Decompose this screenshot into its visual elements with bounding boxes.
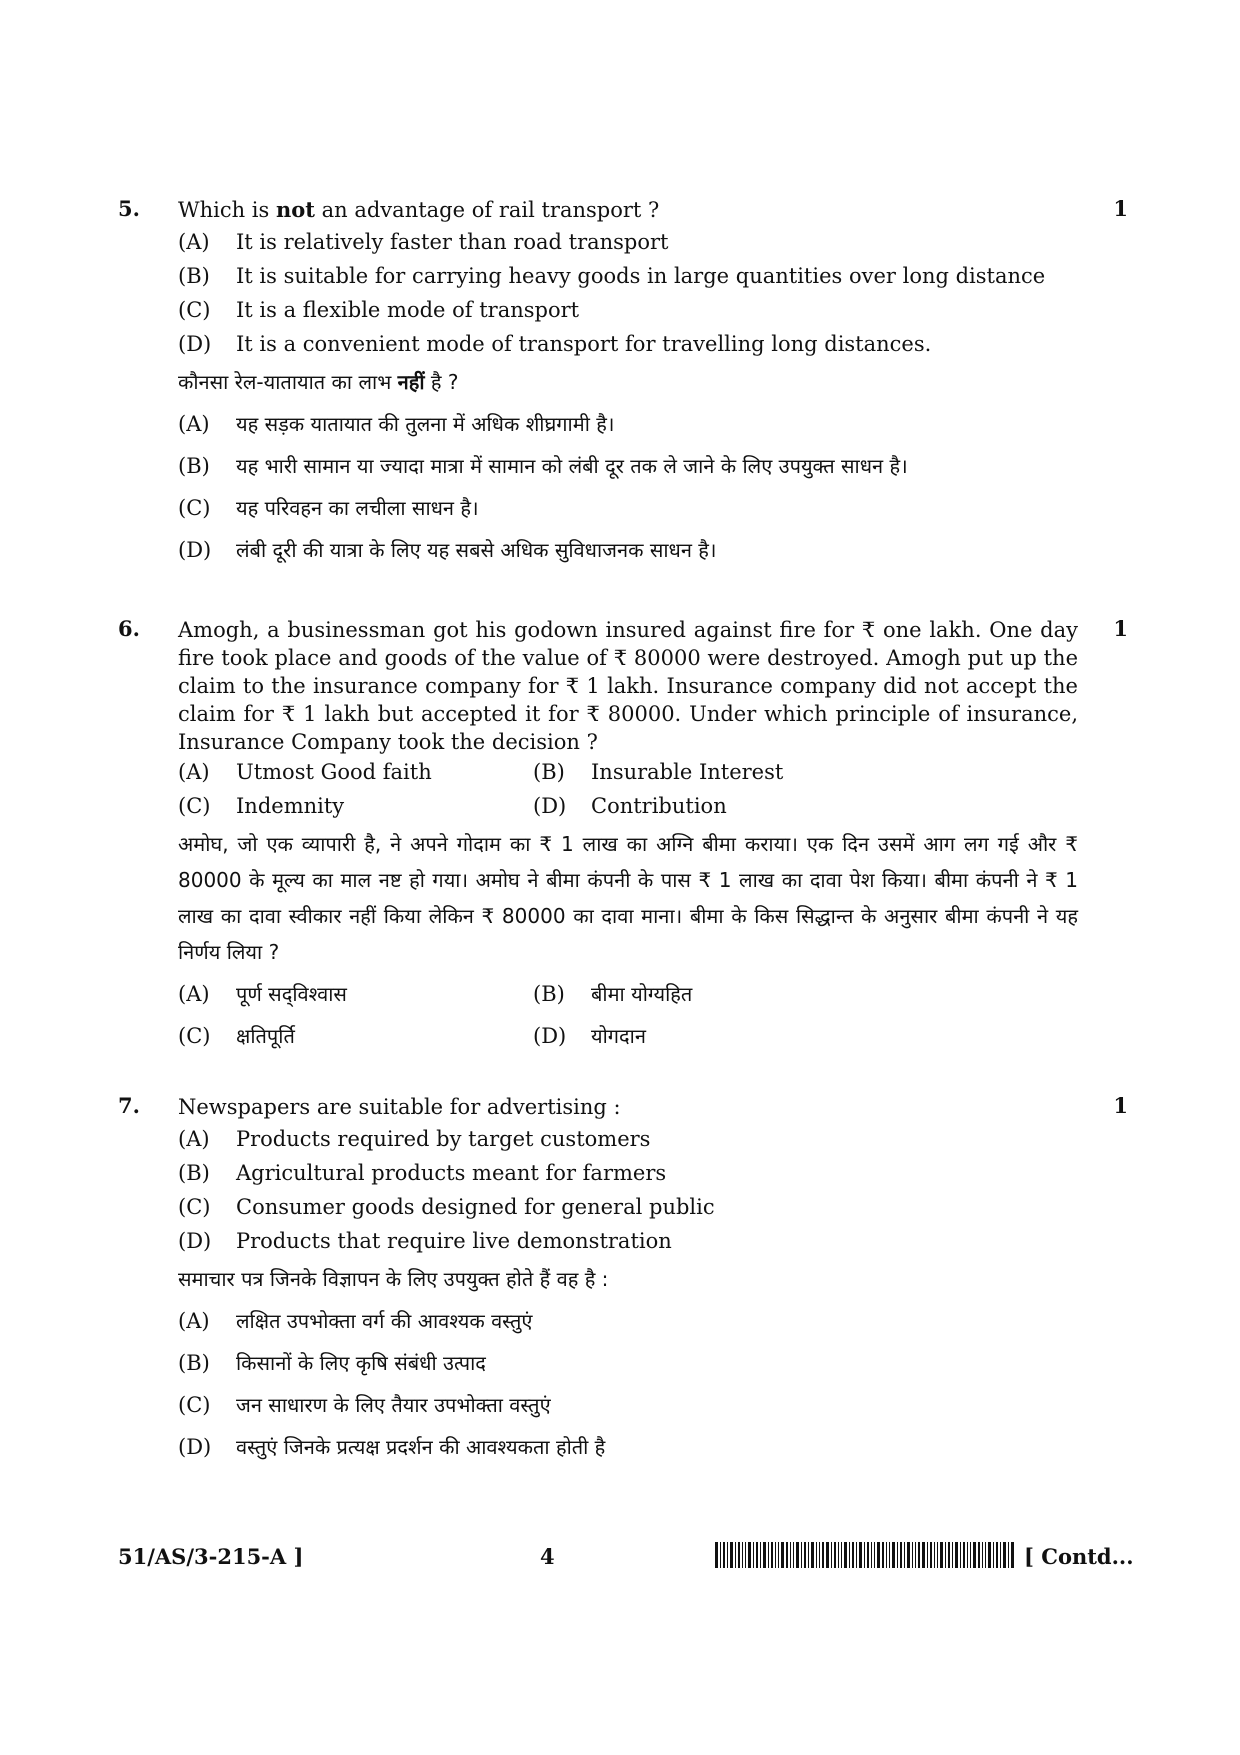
option-en: (D) Contribution: [533, 794, 727, 818]
page-number: 4: [540, 1544, 555, 1569]
option-en: (B) Agricultural products meant for farmers: [178, 1161, 667, 1185]
option-hi: (B) यह भारी सामान या ज्यादा मात्रा में सामान को लंबी दूर तक ले जाने के लिए उपयुक्त साधन है।: [178, 454, 908, 478]
paper-code: 51/AS/3-215-A ]: [118, 1544, 304, 1569]
option-hi: (A) पूर्ण सद्‌विश्वास: [178, 982, 347, 1006]
option-en: (C) Consumer goods designed for general public: [178, 1195, 715, 1219]
question-number: 5.: [118, 196, 140, 221]
option-en: (B) It is suitable for carrying heavy goods in large quantities over long distance: [178, 264, 1046, 288]
option-hi: (A) लक्षित उपभोक्ता वर्ग की आवश्यक वस्तुएं: [178, 1309, 533, 1333]
option-en: (A) It is relatively faster than road transport: [178, 230, 669, 254]
option-hi: (D) योगदान: [533, 1024, 646, 1048]
option-en: (D) Products that require live demonstration: [178, 1229, 672, 1253]
question-text-en: Amogh, a businessman got his godown insured against fire for ₹ one lakh. One day fire took place and goods of the value of ₹ 80000 were destroyed. Amogh put up the claim to the insurance company for ₹ 1 lakh. Insurance company did not accept the claim for ₹ 1 lakh but accepted it for ₹ 80000. Under which principle of insurance, Insurance Company took the decision ?: [178, 618, 1078, 754]
option-hi: (C) यह परिवहन का लचीला साधन है।: [178, 496, 479, 520]
option-en: (C) It is a flexible mode of transport: [178, 298, 580, 322]
option-hi: (C) जन साधारण के लिए तैयार उपभोक्ता वस्तुएं: [178, 1393, 551, 1417]
option-hi: (C) क्षतिपूर्ति: [178, 1024, 295, 1048]
option-en: (D) It is a convenient mode of transport for travelling long distances.: [178, 332, 932, 356]
question-text-hi: अमोघ, जो एक व्यापारी है, ने अपने गोदाम का ₹ 1 लाख का अग्नि बीमा कराया। एक दिन उसमें आग लग गई और ₹ 80000 के मूल्य का माल नष्ट हो गया। अमोघ ने बीमा कंपनी के पास ₹ 1 लाख का दावा पेश किया। बीमा कंपनी ने ₹ 1 लाख का दावा स्वीकार नहीं किया लेकिन ₹ 80000 का दावा माना। बीमा के किस सिद्धान्त के अनुसार बीमा कंपनी ने यह निर्णय लिया ?: [178, 832, 1078, 964]
question-marks: 1: [1113, 196, 1128, 221]
question-number: 6.: [118, 616, 140, 641]
question-marks: 1: [1113, 1093, 1128, 1118]
question-text-en: Which is not an advantage of rail transport ?: [178, 197, 660, 222]
question-text-hi: समाचार पत्र जिनके विज्ञापन के लिए उपयुक्त होते हैं वह है :: [178, 1267, 609, 1291]
option-hi: (D) वस्तुएं जिनके प्रत्यक्ष प्रदर्शन की आवश्यकता होती है: [178, 1435, 606, 1459]
question-marks: 1: [1113, 616, 1128, 641]
option-hi: (D) लंबी दूरी की यात्रा के लिए यह सबसे अधिक सुविधाजनक साधन है।: [178, 538, 717, 562]
option-en: (C) Indemnity: [178, 794, 345, 818]
barcode-icon: [715, 1542, 1015, 1568]
question-number: 7.: [118, 1093, 140, 1118]
option-en: (A) Products required by target customers: [178, 1127, 651, 1151]
option-hi: (A) यह सड़क यातायात की तुलना में अधिक शीघ्रगामी है।: [178, 412, 615, 436]
question-text-en: Newspapers are suitable for advertising :: [178, 1095, 621, 1119]
option-en: (B) Insurable Interest: [533, 760, 784, 784]
continued-label: [ Contd...: [1024, 1544, 1134, 1569]
question-text-hi: कौनसा रेल-यातायात का लाभ नहीं है ?: [178, 370, 459, 394]
option-hi: (B) बीमा योग्यहित: [533, 982, 693, 1006]
option-hi: (B) किसानों के लिए कृषि संबंधी उत्पाद: [178, 1351, 486, 1375]
option-en: (A) Utmost Good faith: [178, 760, 432, 784]
